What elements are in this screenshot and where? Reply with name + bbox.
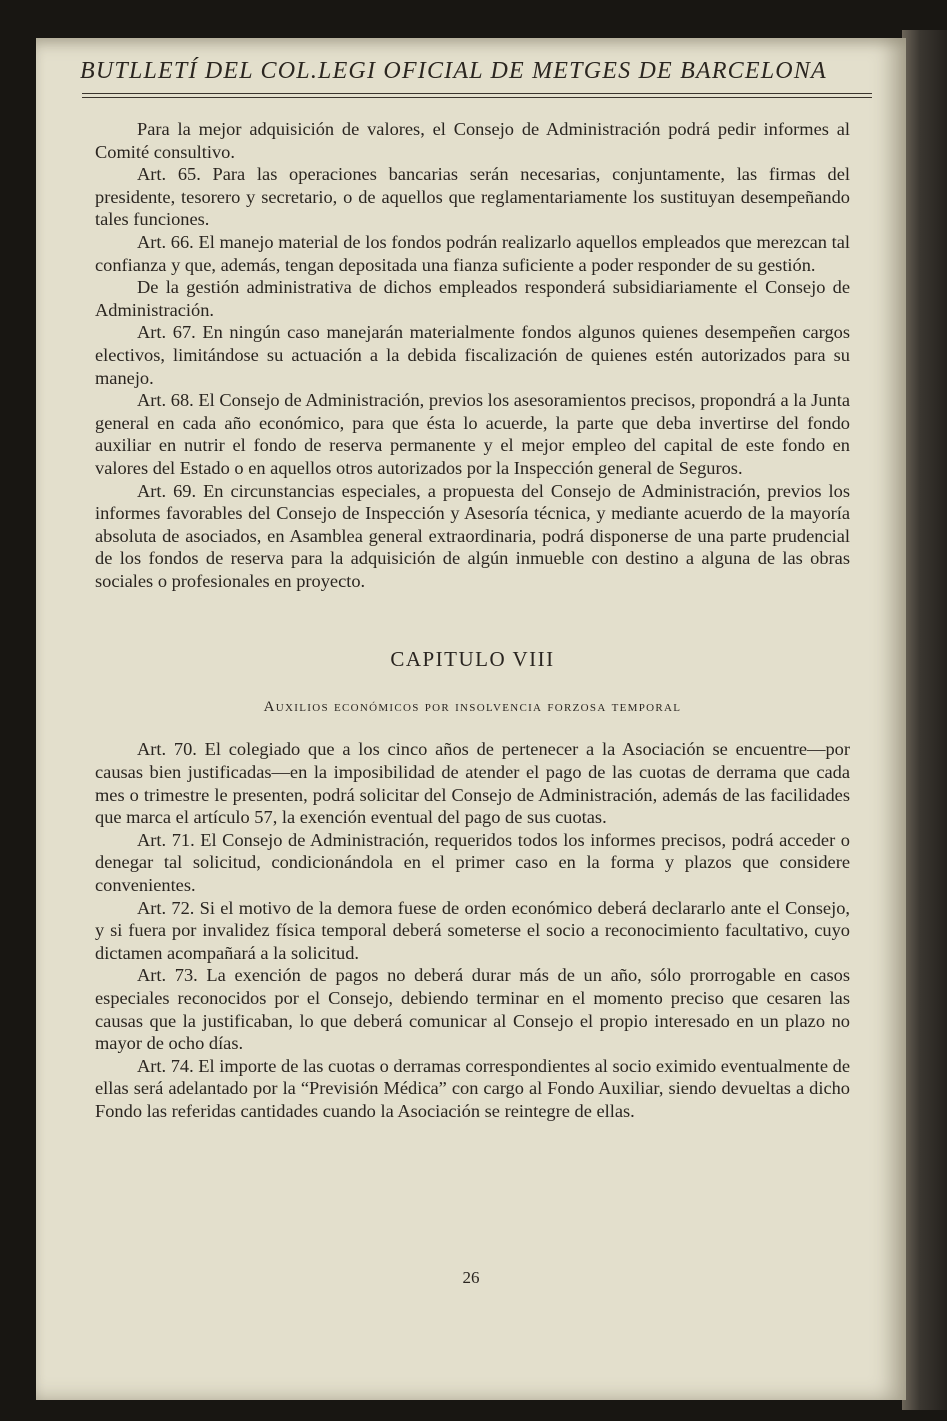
paragraph-art-69: Art. 69. En circunstancias especiales, a propuesta del Consejo de Administración, previos los informes favorables del Consejo de Inspección y Asesoría técnica, y mediante acuerdo de la mayoría absoluta de asociados, en Asamblea general extraordinaria, podrá disponerse de una parte prudencial de los fondos de reserva para la adquisición de algún inmueble con destino a alguna de las obras sociales o profesionales en proyecto. <box>95 480 850 591</box>
paragraph-art-74: Art. 74. El importe de las cuotas o derramas correspondientes al socio eximido eventualmente de ellas será adelantado por la “Previsión Médica” con cargo al Fondo Auxiliar, siendo devueltas a dicho Fondo las referidas cantidades cuando la Asociación se reintegre de ellas. <box>95 1055 850 1121</box>
paragraph-art-66: Art. 66. El manejo material de los fondos podrán realizarlo aquellos empleados que merezcan tal confianza y que, además, tengan depositada una fianza suficiente a poder responder de su gestión. <box>95 231 850 275</box>
paragraph-gestion-administrativa: De la gestión administrativa de dichos empleados responderá subsidiariamente el Consejo de Administración. <box>95 277 850 320</box>
paragraph-consejo-informes: Para la mejor adquisición de valores, el Consejo de Administración podrá pedir informes al Comité consultivo. <box>95 119 850 162</box>
chapter-heading-block <box>95 592 850 738</box>
paragraph-art-73: Art. 73. La exención de pagos no deberá durar más de un año, sólo prorrogable en casos especiales reconocidos por el Consejo, debiendo terminar en el momento preciso que cesaren las causas que la justificaban, lo que deberá comunicar al Consejo el propio interesado en un plazo no mayor de ocho días. <box>95 965 850 1054</box>
paragraph-art-70: Art. 70. El colegiado que a los cinco años de pertenecer a la Asociación se encuentre—por causas bien justificadas—en la imposibilidad de atender el pago de las cuotas de derrama que cada mes o trimestre le presenten, podrá solicitar del Consejo de Administración, además de las facilidades que marca el artículo 57, la exención eventual del pago de sus cuotas. <box>95 739 850 828</box>
page-number: 26 <box>462 1268 480 1287</box>
paragraph-art-72: Art. 72. Si el motivo de la demora fuese de orden económico deberá declararlo ante el Consejo, y si fuera por invalidez física temporal deberá someterse el socio a reconocimiento facultativo, cuyo dictamen acompañará a la solicitud. <box>95 897 850 963</box>
paragraph-art-68: Art. 68. El Consejo de Administración, previos los asesoramientos precisos, propondrá a la Junta general en cada año económico, para que ésta lo acuerde, la parte que deba invertirse del fondo auxiliar en nutrir el fondo de reserva permanente y el mejor empleo del capital de este fondo en valores del Estado o en aquellos otros autorizados por la Inspección general de Seguros. <box>95 390 850 478</box>
running-header: BUTLLETÍ DEL COL.LEGI OFICIAL DE METGES DE BARCELONA <box>80 58 827 84</box>
chapter-title: CAPITULO VIII <box>390 647 555 672</box>
chapter-subtitle: Auxilios económicos por insolvencia forzosa temporal <box>263 699 682 716</box>
paragraph-art-67: Art. 67. En ningún caso manejarán materialmente fondos algunos quienes desempeñen cargos electivos, limitándose su actuación a la debida fiscalización de quienes estén autorizados para su manejo. <box>95 322 850 388</box>
adjacent-page-edge <box>902 30 947 1410</box>
header-rule-double <box>82 97 872 98</box>
body-text <box>95 118 850 1123</box>
header-rule <box>82 93 872 94</box>
paragraph-art-65: Art. 65. Para las operaciones bancarias serán necesarias, conjuntamente, las firmas del presidente, tesorero y secretario, o de aquellos que reglamentariamente los sustituyan desempeñando tales funciones. <box>95 164 850 230</box>
paragraph-art-71: Art. 71. El Consejo de Administración, requeridos todos los informes precisos, podrá acceder o denegar tal solicitud, condicionándola en el primer caso en la forma y plazos que considere convenientes. <box>95 829 850 896</box>
